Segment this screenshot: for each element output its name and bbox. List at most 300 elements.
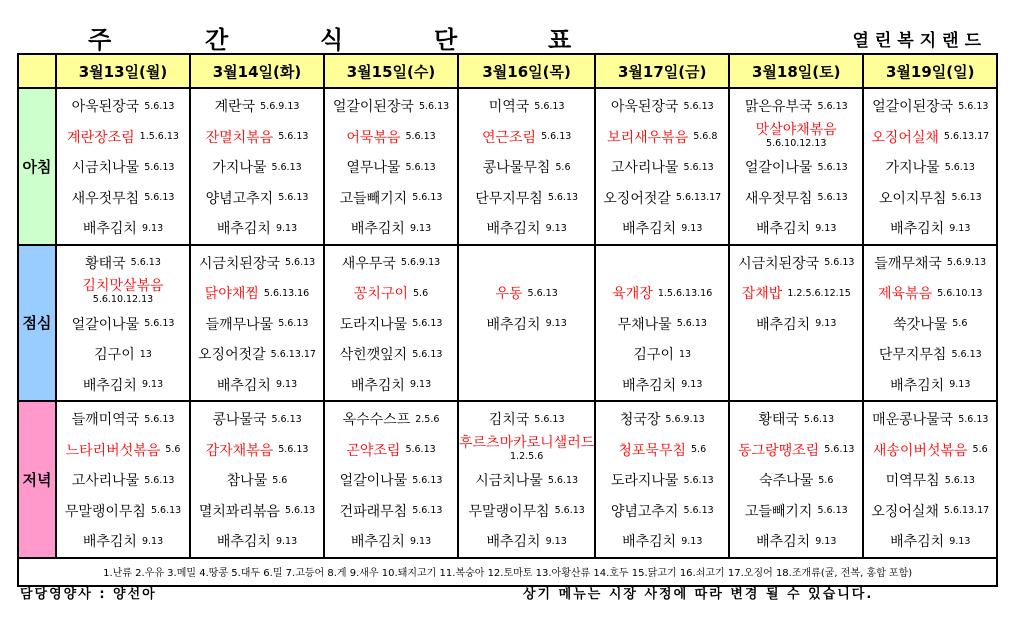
dish-allergen-codes: 5.6.13 [817, 100, 848, 112]
dish-item [596, 91, 728, 122]
dish-allergen-codes: 5.6.13 [405, 444, 436, 456]
dish-item [864, 309, 996, 340]
dish-allergen-codes: 5.6 [413, 287, 429, 299]
dish-name: 황태국 [85, 255, 126, 272]
dish-name: 김치맛살볶음 [82, 278, 164, 295]
dish-name: 닭야채찜 [204, 286, 259, 303]
dish-name: 단무지무침 [878, 347, 947, 364]
dish-item [864, 91, 996, 122]
dish-name: 무말랭이무침 [64, 503, 146, 520]
dish-allergen-codes: 5.6.13 [144, 192, 175, 204]
day-header: 3월18일(토) [729, 54, 863, 88]
dish-item [191, 496, 323, 527]
dish-allergen-codes: 9.13 [681, 222, 703, 234]
dish-allergen-codes: 5.6.13 [547, 474, 579, 486]
dish-list [730, 246, 862, 340]
dish-allergen-codes: 5.6.13 [951, 348, 982, 360]
dish-item [459, 278, 594, 309]
dish-allergen-codes: 5.6.13 [534, 413, 565, 425]
dish-item [864, 435, 996, 466]
dish-name: 김치국 [488, 412, 530, 429]
dish-allergen-codes: 5.6.13 [278, 192, 309, 204]
meal-label: 저녁 [18, 401, 56, 558]
dish-allergen-codes: 9.13 [141, 535, 164, 547]
dish-allergen-codes: 5.6.13 [803, 413, 835, 425]
dish-item [325, 339, 457, 370]
meal-cell [729, 245, 863, 402]
dish-item [459, 309, 594, 340]
dish-item [596, 435, 728, 466]
meal-cell [863, 401, 997, 558]
title-char: 간 [205, 26, 229, 54]
dish-allergen-codes: 9.13 [409, 379, 432, 391]
dish-list [596, 246, 728, 401]
dish-name: 배추김치 [622, 377, 677, 394]
dish-item [864, 213, 996, 244]
dish-name: 양념고추지 [610, 503, 679, 520]
dish-name: 육개장 [612, 286, 653, 303]
dish-item [325, 122, 457, 153]
dish-list [459, 246, 594, 340]
dish-allergen-codes: 5.6.13 [824, 444, 855, 456]
dish-item [596, 526, 728, 557]
meal-cell [595, 245, 729, 402]
dish-name: 단무지무침 [475, 190, 543, 207]
dish-item [57, 339, 189, 370]
dish-item [191, 526, 323, 557]
dish-name: 도라지나물 [610, 473, 679, 490]
dish-name: 청포묵무침 [618, 442, 686, 459]
dish-name: 김구이 [633, 347, 674, 364]
meal-cell [458, 245, 595, 402]
dish-item [459, 435, 594, 466]
dish-item [864, 465, 996, 496]
organization-name: 열린복지랜드 [852, 31, 987, 51]
dish-allergen-codes: 9.13 [545, 222, 567, 234]
dish-item [730, 465, 862, 496]
dish-item [459, 496, 594, 527]
dish-item [730, 496, 862, 527]
dish-item [596, 496, 728, 527]
dish-item [191, 91, 323, 122]
meal-label: 아침 [18, 88, 56, 245]
dish-item [864, 183, 996, 214]
dish-item [191, 465, 323, 496]
dish-name: 새송이버섯볶음 [872, 442, 968, 459]
dish-item [596, 278, 728, 309]
dish-item [864, 526, 996, 557]
dish-name: 콩나물국 [212, 412, 267, 429]
meal-cell [190, 245, 324, 402]
weekly-menu-table [17, 53, 998, 587]
dish-item [864, 404, 996, 435]
dish-allergen-codes: 1.5.6.13.16 [657, 287, 713, 299]
dish-item [459, 404, 594, 435]
dish-name: 꽁치구이 [353, 286, 408, 303]
dish-allergen-codes: 5.6 [818, 474, 834, 486]
dish-name: 잡채밥 [741, 286, 783, 303]
dish-allergen-codes: 5.6.13 [958, 413, 989, 425]
dish-allergen-codes: 5.6.13 [144, 100, 175, 112]
dish-allergen-codes: 5.6.13 [412, 474, 443, 486]
dish-item [730, 152, 862, 183]
meal-cell [56, 88, 190, 245]
dish-item [325, 496, 457, 527]
dish-list [57, 89, 189, 244]
dish-allergen-codes: 5.6.13.16 [263, 287, 310, 299]
meal-cell [190, 401, 324, 558]
dish-allergen-codes: 5.6.13 [547, 192, 579, 204]
dish-item [730, 91, 862, 122]
dish-allergen-codes: 1.2.5.6.12.15 [787, 287, 851, 299]
dish-item [730, 404, 862, 435]
dish-allergen-codes: 5.6.13 [683, 100, 714, 112]
dish-item [325, 404, 457, 435]
dish-item [864, 122, 996, 153]
dish-name: 참나물 [226, 473, 268, 490]
dish-allergen-codes: 9.13 [545, 318, 567, 330]
dish-item [325, 152, 457, 183]
dish-allergen-codes: 9.13 [949, 379, 971, 391]
dish-name: 배추김치 [350, 221, 405, 238]
dish-spacer [596, 248, 728, 279]
dish-item [459, 152, 594, 183]
change-notice: 상기 메뉴는 시장 사정에 따라 변경 될 수 있습니다. [523, 587, 874, 602]
dish-name: 배추김치 [890, 221, 945, 238]
dish-name: 새우무국 [341, 255, 396, 272]
dietitian-name: 담당영양사 : 양선아 [20, 587, 157, 602]
dish-item [191, 183, 323, 214]
meal-cell [56, 245, 190, 402]
dish-name: 숙주나물 [759, 473, 814, 490]
dish-allergen-codes: 1.5.6.13 [139, 131, 179, 143]
dish-item [459, 526, 594, 557]
dish-allergen-codes: 9.13 [815, 318, 837, 330]
dish-item [191, 278, 323, 309]
meal-rows [18, 88, 997, 558]
meal-cell [56, 401, 190, 558]
dish-allergen-codes: 5.6.13 [412, 318, 443, 330]
dish-item [325, 526, 457, 557]
dish-item [57, 183, 189, 214]
dish-allergen-codes: 9.13 [275, 222, 298, 234]
dish-item [730, 248, 862, 279]
dish-name: 동그랑땡조림 [738, 442, 820, 459]
dish-allergen-codes: 5.6.13 [418, 100, 450, 112]
dish-name: 오징어실채 [871, 503, 939, 520]
dish-list [57, 402, 189, 557]
dish-name: 맑은유부국 [744, 99, 813, 116]
dish-name: 배추김치 [890, 377, 945, 394]
dish-list [325, 89, 457, 244]
dish-allergen-codes: 5.6.13 [405, 161, 436, 173]
dish-allergen-codes: 5.6.13 [817, 161, 848, 173]
dish-allergen-codes: 5.6.13 [284, 505, 316, 517]
dish-item [730, 278, 862, 309]
dish-allergen-codes: 9.13 [681, 535, 703, 547]
day-header: 3월15일(수) [324, 54, 458, 88]
dish-item [325, 435, 457, 466]
dish-allergen-codes: 9.13 [815, 535, 837, 547]
dish-allergen-codes: 13 [139, 348, 152, 360]
dish-name: 고사리나물 [610, 160, 679, 177]
dish-allergen-codes: 5.6.13 [412, 192, 443, 204]
dish-allergen-codes: 5.6.13 [683, 505, 714, 517]
dish-allergen-codes: 5.6.13 [541, 131, 572, 143]
dish-item [57, 248, 189, 279]
dish-list [730, 89, 862, 244]
dish-item [730, 213, 862, 244]
dish-item [596, 370, 728, 401]
day-header-row [18, 54, 997, 88]
dish-name: 청국장 [619, 412, 661, 429]
dish-name: 새우젓무침 [744, 190, 813, 207]
dish-allergen-codes: 5.6.13 [944, 474, 975, 486]
dish-name: 배추김치 [756, 221, 811, 238]
dish-name: 매운콩나물국 [872, 412, 954, 429]
dish-name: 연근조림 [481, 129, 537, 146]
dish-item [596, 309, 728, 340]
dish-allergen-codes: 9.13 [545, 535, 567, 547]
dish-name: 들깨무나물 [205, 316, 274, 333]
day-header: 3월13일(월) [56, 54, 190, 88]
dish-name: 배추김치 [486, 534, 541, 551]
dish-allergen-codes: 5.6.13 [278, 444, 309, 456]
dish-name: 느타리버섯볶음 [65, 442, 161, 459]
dish-name: 미역국 [488, 99, 530, 116]
day-header: 3월19일(일) [863, 54, 997, 88]
dish-name: 배추김치 [216, 221, 271, 238]
dish-name: 가지나물 [212, 160, 267, 177]
dish-item [191, 152, 323, 183]
day-header: 3월14일(화) [190, 54, 324, 88]
dish-item [57, 278, 189, 309]
dish-allergen-codes: 13 [678, 348, 692, 360]
title-char: 표 [548, 26, 572, 54]
dish-name: 오징어젓갈 [198, 347, 266, 364]
dish-allergen-codes: 9.13 [141, 222, 164, 234]
dish-allergen-codes: 9.13 [949, 535, 971, 547]
dish-name: 얼갈이된장국 [332, 99, 414, 116]
dish-allergen-codes: 5.6 [272, 474, 288, 486]
legend-row [18, 558, 997, 586]
dish-name: 아욱된장국 [71, 99, 140, 116]
dish-item [325, 91, 457, 122]
dish-item [459, 465, 594, 496]
dish-allergen-codes: 9.13 [275, 379, 298, 391]
dish-allergen-codes: 5.6.13 [824, 257, 855, 269]
dish-item [191, 309, 323, 340]
dish-allergen-codes: 5.6.13 [284, 257, 316, 269]
dish-name: 배추김치 [622, 534, 677, 551]
meal-cell [863, 88, 997, 245]
dish-name: 배추김치 [82, 221, 137, 238]
dish-item [459, 91, 594, 122]
dish-name: 무말랭이무침 [468, 503, 550, 520]
dish-name: 얼갈이나물 [744, 160, 813, 177]
dish-item [191, 370, 323, 401]
dish-item [325, 213, 457, 244]
dish-allergen-codes: 5.6.9.13 [400, 257, 441, 269]
dish-list [864, 246, 996, 401]
allergen-legend: 1.난류 2.우유 3.메밀 4.땅콩 5.대두 6.밀 7.고등어 8.게 9.새우 10.돼지고기 11.복숭아 12.토마토 13.아황산류 14.호두 15.닭고기 16.쇠고기 17.오징어 18.조개류(굴, 전복, 홍합 포함) [18, 558, 997, 586]
dish-item [325, 370, 457, 401]
dish-allergen-codes: 5.6.13 [683, 474, 714, 486]
dish-name: 아욱된장국 [610, 99, 679, 116]
dish-item [596, 465, 728, 496]
dish-name: 들깨무채국 [874, 255, 942, 272]
dish-name: 계란국 [214, 99, 256, 116]
dish-item [325, 183, 457, 214]
dish-name: 계란장조림 [67, 129, 135, 146]
dish-item [191, 339, 323, 370]
dish-item [191, 248, 323, 279]
dish-name: 미역무침 [885, 473, 940, 490]
dish-name: 열무나물 [346, 160, 401, 177]
day-header: 3월17일(금) [595, 54, 729, 88]
dish-name: 보리새우볶음 [607, 129, 689, 146]
dish-item [191, 435, 323, 466]
dish-allergen-codes: 5.6.13.17 [270, 348, 316, 360]
meal-cell [458, 88, 595, 245]
dish-allergen-codes: 5.6.13 [412, 505, 443, 517]
dish-allergen-codes: 5.6.13 [144, 161, 175, 173]
title-char: 단 [434, 26, 458, 54]
dish-name: 콩나물무침 [482, 160, 551, 177]
dish-name: 무채나물 [617, 316, 672, 333]
corner-cell [18, 54, 56, 88]
dish-item [325, 278, 457, 309]
dish-allergen-codes: 5.6.10.13 [937, 287, 983, 299]
dish-name: 배추김치 [486, 221, 541, 238]
dish-list [730, 402, 862, 557]
dish-allergen-codes: 5.6 [972, 444, 988, 456]
dish-allergen-codes: 5.6.9.13 [946, 257, 987, 269]
dish-item [730, 526, 862, 557]
dish-allergen-codes: 5.6.8 [693, 131, 718, 143]
dish-list [191, 402, 323, 557]
dish-name: 얼갈이나물 [71, 316, 140, 333]
dish-allergen-codes: 9.13 [949, 222, 971, 234]
meal-cell [595, 401, 729, 558]
dish-allergen-codes: 9.13 [815, 222, 837, 234]
dish-name: 배추김치 [82, 377, 137, 394]
dish-item [325, 248, 457, 279]
dish-allergen-codes: 5.6.10.12.13 [766, 137, 827, 149]
dish-name: 오이지무침 [878, 190, 947, 207]
dish-name: 어묵볶음 [346, 129, 401, 146]
dish-name: 배추김치 [756, 534, 811, 551]
dish-name: 배추김치 [486, 316, 541, 333]
dish-allergen-codes: 5.6.13 [958, 100, 989, 112]
dish-name: 시금치된장국 [198, 255, 280, 272]
dish-item [57, 435, 189, 466]
dish-allergen-codes: 5.6.9.13 [260, 100, 300, 112]
dish-name: 도라지나물 [339, 316, 408, 333]
dish-allergen-codes: 5.6 [165, 444, 181, 456]
meal-cell [595, 88, 729, 245]
dish-allergen-codes: 5.6.9.13 [665, 413, 705, 425]
dish-item [596, 122, 728, 153]
dish-allergen-codes: 5.6.13 [271, 161, 302, 173]
dish-name: 고사리나물 [71, 473, 140, 490]
dish-item [864, 370, 996, 401]
dish-name: 가지나물 [885, 160, 940, 177]
meal-row [18, 245, 997, 402]
dish-item [596, 183, 728, 214]
dish-list [864, 89, 996, 244]
dish-name: 시금치나물 [475, 473, 543, 490]
dish-list [596, 89, 728, 244]
dish-list [325, 402, 457, 557]
dish-name: 배추김치 [216, 377, 271, 394]
dish-name: 황태국 [758, 412, 799, 429]
dish-name: 배추김치 [350, 377, 405, 394]
dish-item [459, 122, 594, 153]
dish-item [864, 496, 996, 527]
dish-item [864, 278, 996, 309]
dish-item [730, 309, 862, 340]
dish-name: 얼갈이된장국 [872, 99, 954, 116]
meal-row [18, 88, 997, 245]
dish-item [57, 496, 189, 527]
dish-allergen-codes: 2.5.6 [415, 413, 440, 425]
dish-allergen-codes: 5.6.13 [527, 287, 558, 299]
dish-allergen-codes: 5.6.13.17 [943, 131, 990, 143]
meal-cell [324, 88, 458, 245]
dish-allergen-codes: 5.6.13 [412, 348, 443, 360]
dish-name: 곤약조림 [346, 442, 401, 459]
dish-name: 고들빼기지 [339, 190, 408, 207]
meal-cell [324, 401, 458, 558]
dish-allergen-codes: 5.6.13 [150, 505, 182, 517]
dish-item [57, 404, 189, 435]
dish-item [596, 152, 728, 183]
dish-item [57, 91, 189, 122]
meal-cell [190, 88, 324, 245]
dish-allergen-codes: 9.13 [409, 535, 432, 547]
dish-list [459, 89, 594, 244]
title-row [0, 0, 1019, 52]
dish-list [57, 246, 189, 401]
dish-allergen-codes: 5.6.13 [683, 161, 714, 173]
dish-item [191, 213, 323, 244]
dish-name: 배추김치 [756, 316, 811, 333]
dish-name: 양념고추지 [205, 190, 274, 207]
dish-allergen-codes: 5.6 [555, 161, 571, 173]
dish-allergen-codes: 5.6 [952, 318, 968, 330]
dish-name: 오징어실채 [871, 129, 939, 146]
dish-item [730, 183, 862, 214]
dish-item [459, 213, 594, 244]
title-char: 식 [320, 26, 344, 54]
dish-list [191, 89, 323, 244]
dish-list [459, 402, 594, 557]
dish-item [57, 370, 189, 401]
dish-allergen-codes: 5.6 [691, 444, 707, 456]
dish-name: 건파래무침 [339, 503, 408, 520]
meal-cell [729, 88, 863, 245]
dish-allergen-codes: 5.6.13.17 [675, 192, 722, 204]
dish-allergen-codes: 5.6.13 [534, 100, 565, 112]
dish-item [459, 183, 594, 214]
dish-name: 후르츠마카로니샐러드 [459, 434, 595, 451]
dish-name: 들깨미역국 [71, 412, 140, 429]
dish-item [57, 526, 189, 557]
dish-item [325, 309, 457, 340]
dish-name: 삭힌깻잎지 [339, 347, 408, 364]
dish-name: 배추김치 [622, 221, 677, 238]
